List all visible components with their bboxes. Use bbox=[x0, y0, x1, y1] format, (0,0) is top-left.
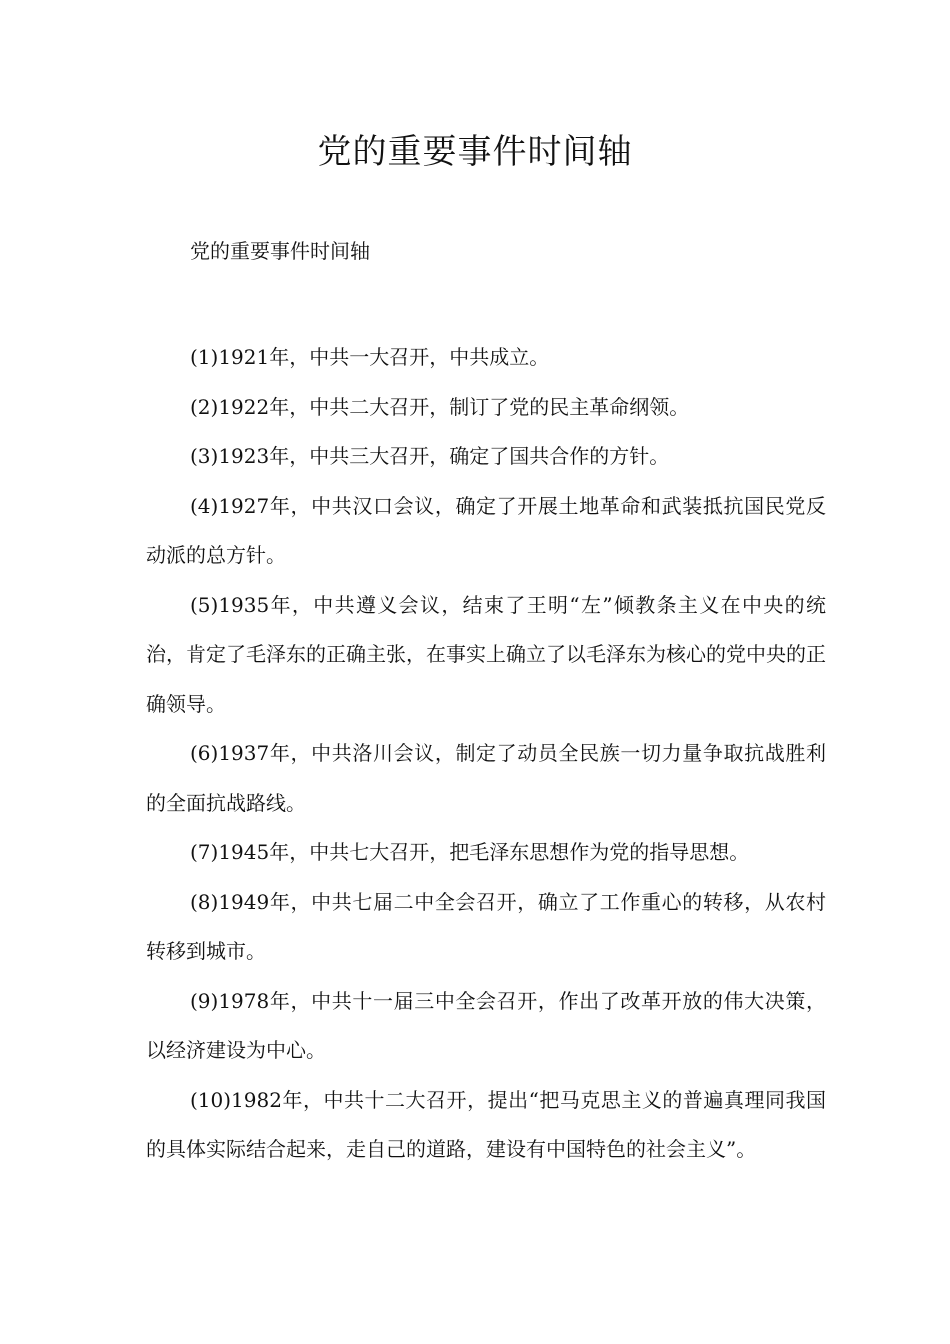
document-title: 党的重要事件时间轴 bbox=[317, 132, 633, 172]
timeline-entry-3: (3)1923年，中共三大召开，确定了国共合作的方针。 bbox=[190, 444, 670, 468]
timeline-entry-5: (5)1935年，中共遵义会议，结束了王明“左”倾教条主义在中央的统治，肯定了毛泽东的正确主张，在事实上确立了以毛泽东为核心的党中央的正确领导。 bbox=[146, 592, 826, 716]
timeline-entries bbox=[146, 333, 826, 1175]
timeline-entry-2: (2)1922年，中共二大召开，制订了党的民主革命纲领。 bbox=[190, 394, 690, 419]
document-subtitle: 党的重要事件时间轴 bbox=[190, 239, 370, 263]
timeline-entry-10: (10)1982年，中共十二大召开，提出“把马克思主义的普遍真理同我国的具体实际结合起来，走自己的道路，建设有中国特色的社会主义”。 bbox=[146, 1087, 826, 1161]
timeline-entry-1: (1)1921年，中共一大召开，中共成立。 bbox=[190, 345, 550, 369]
timeline-entry-9: (9)1978年，中共十一届三中全会召开，作出了改革开放的伟大决策，以经济建设为中心。 bbox=[146, 988, 826, 1062]
timeline-entry-4: (4)1927年，中共汉口会议，确定了开展土地革命和武装抵抗国民党反动派的总方针。 bbox=[146, 493, 826, 567]
timeline-entry-6: (6)1937年，中共洛川会议，制定了动员全民族一切力量争取抗战胜利的全面抗战路线。 bbox=[146, 741, 826, 815]
timeline-entry-7: (7)1945年，中共七大召开，把毛泽东思想作为党的指导思想。 bbox=[190, 840, 750, 864]
timeline-entry-8: (8)1949年，中共七届二中全会召开，确立了工作重心的转移，从农村转移到城市。 bbox=[146, 889, 826, 963]
